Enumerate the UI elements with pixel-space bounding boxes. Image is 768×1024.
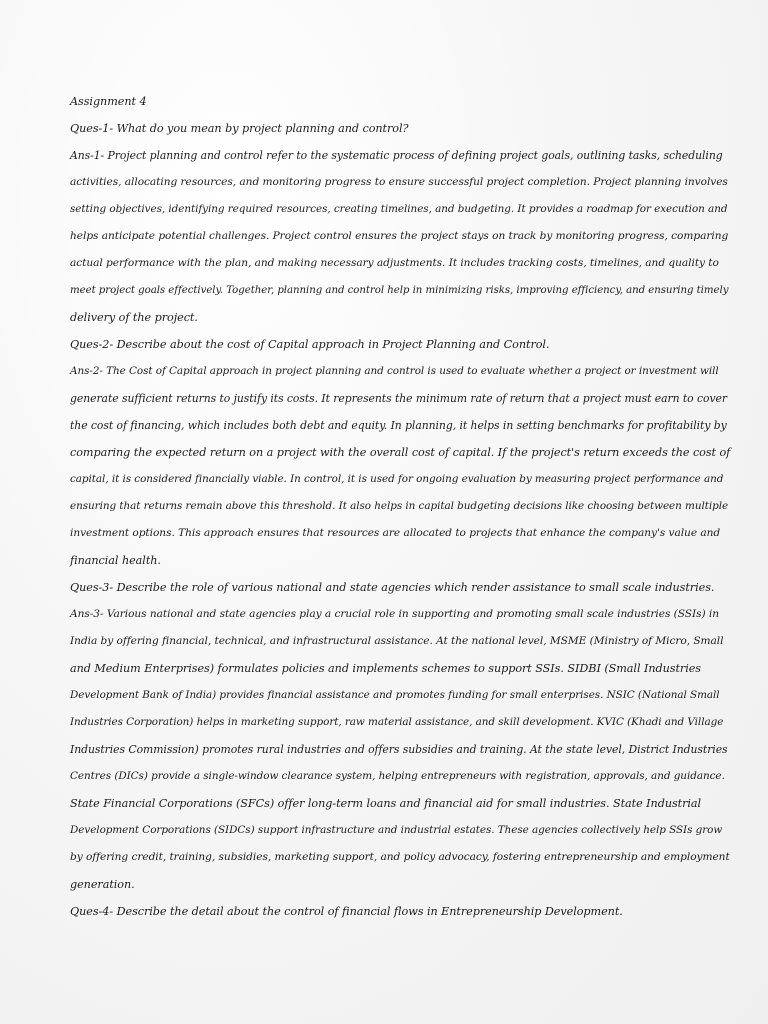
question-3: Ques-3- Describe the role of various national and state agencies which render assistance to small scale industries. xyxy=(70,581,715,594)
answer-2-line: Ans-2- The Cost of Capital approach in project planning and control is used to evaluate whether a project or investment will xyxy=(70,365,719,377)
answer-3-line: Development Corporations (SIDCs) support infrastructure and industrial estates. These agencies collectively help SSIs grow xyxy=(70,824,723,836)
document-title: Assignment 4 xyxy=(70,95,147,108)
answer-3-line: and Medium Enterprises) formulates policies and implements schemes to support SSIs. SIDBI (Small Industries xyxy=(70,662,702,675)
answer-3-line: India by offering financial, technical, and infrastructural assistance. At the national level, MSME (Ministry of Micro, Small xyxy=(70,635,724,647)
answer-2-line: generate sufficient returns to justify its costs. It represents the minimum rate of return that a project must earn to cover xyxy=(70,392,727,405)
answer-2-line: capital, it is considered financially viable. In control, it is used for ongoing evaluation by measuring project performance and xyxy=(70,473,724,485)
answer-1-line: meet project goals effectively. Together, planning and control help in minimizing risks, improving efficiency, and ensuring timely xyxy=(70,285,729,296)
answer-3-line: generation. xyxy=(70,878,135,891)
answer-1-line: Ans-1- Project planning and control refer to the systematic process of defining project goals, outlining tasks, scheduling xyxy=(70,149,723,162)
answer-1-line: delivery of the project. xyxy=(70,311,198,324)
answer-3-line: Industries Commission) promotes rural industries and offers subsidies and training. At the state level, District Industries xyxy=(70,743,728,756)
answer-2-line: comparing the expected return on a project with the overall cost of capital. If the project's return exceeds the cost of xyxy=(70,446,731,459)
answer-3-line: Centres (DICs) provide a single-window clearance system, helping entrepreneurs with registration, approvals, and guidance. xyxy=(70,770,725,782)
document-body xyxy=(70,88,730,925)
answer-1-line: activities, allocating resources, and monitoring progress to ensure successful project completion. Project planning involves xyxy=(70,176,728,188)
question-4: Ques-4- Describe the detail about the control of financial flows in Entrepreneurship Development. xyxy=(70,905,623,918)
answer-3-line: State Financial Corporations (SFCs) offer long-term loans and financial aid for small industries. State Industrial xyxy=(70,797,702,810)
question-2: Ques-2- Describe about the cost of Capital approach in Project Planning and Control. xyxy=(70,338,550,351)
answer-1-line: setting objectives, identifying required resources, creating timelines, and budgeting. It provides a roadmap for execution and xyxy=(70,203,728,215)
answer-3-line: by offering credit, training, subsidies, marketing support, and policy advocacy, fostering entrepreneurship and employment xyxy=(70,851,730,863)
answer-3-line: Development Bank of India) provides financial assistance and promotes funding for small enterprises. NSIC (National Small xyxy=(70,689,720,701)
answer-3-line: Ans-3- Various national and state agencies play a crucial role in supporting and promoting small scale industries (SSIs) in xyxy=(70,608,720,620)
answer-2-line: financial health. xyxy=(70,554,161,567)
answer-2-line: the cost of financing, which includes both debt and equity. In planning, it helps in setting benchmarks for profitability by xyxy=(70,419,727,432)
answer-1-line: actual performance with the plan, and making necessary adjustments. It includes tracking costs, timelines, and quality to xyxy=(70,257,719,269)
answer-1-line: helps anticipate potential challenges. Project control ensures the project stays on track by monitoring progress, comparing xyxy=(70,230,729,242)
answer-2-line: ensuring that returns remain above this threshold. It also helps in capital budgeting decisions like choosing between multiple xyxy=(70,500,729,512)
answer-3-line: Industries Corporation) helps in marketing support, raw material assistance, and skill development. KVIC (Khadi and Village xyxy=(70,716,724,728)
question-1: Ques-1- What do you mean by project planning and control? xyxy=(70,122,409,135)
answer-2-line: investment options. This approach ensures that resources are allocated to projects that enhance the company's value and xyxy=(70,527,721,539)
